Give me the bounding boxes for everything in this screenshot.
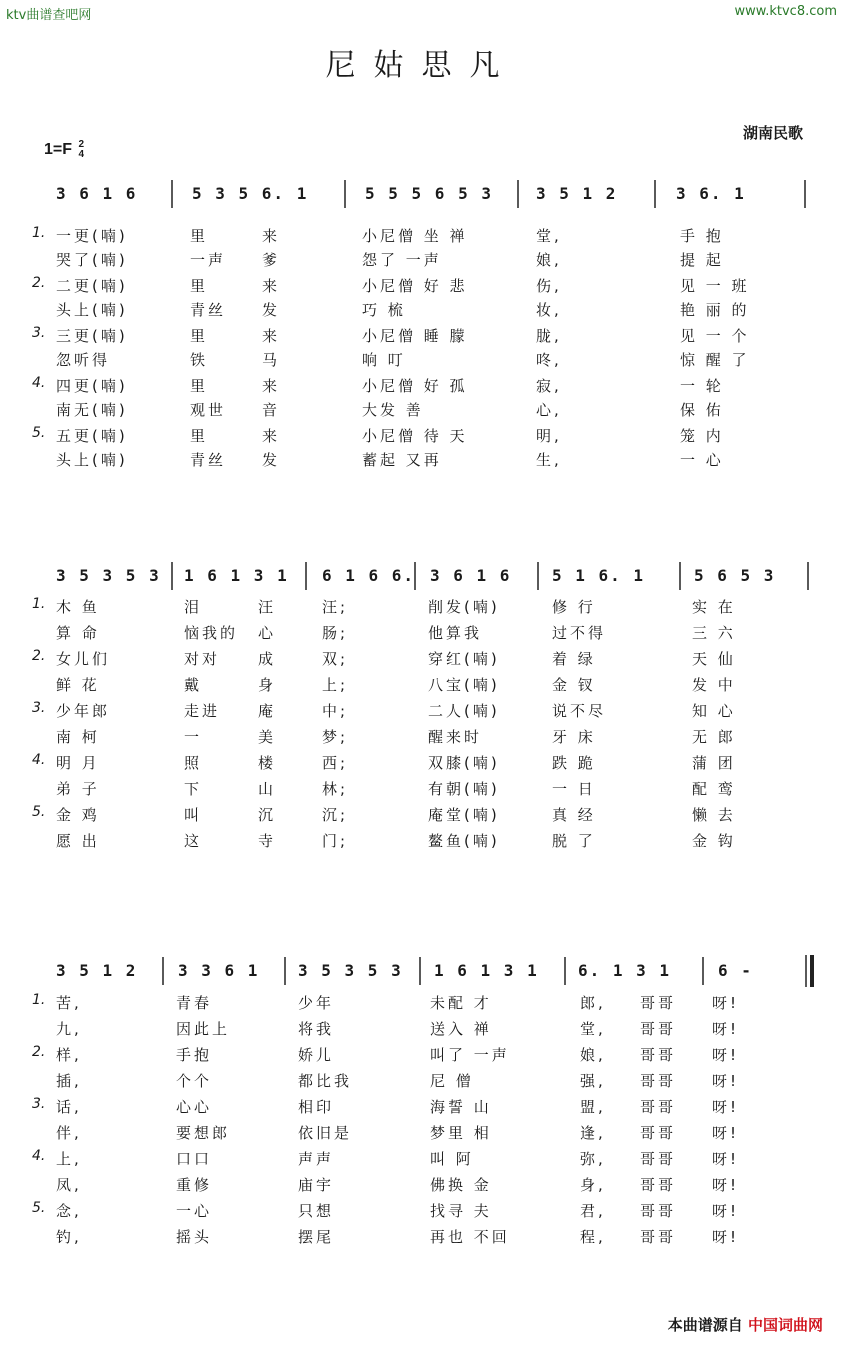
lyric-cell: 发 中 [692,676,736,694]
lyric-cell: 都比我 [298,1072,353,1090]
lyric-row [0,700,843,726]
lyric-cell: 一 [184,728,203,746]
lyric-cell: 头上(喃) [56,451,128,469]
lyric-row [0,449,843,475]
lyric-cell: 肠; [322,624,349,642]
measure-3-6: 6 - [718,961,753,980]
lyric-cell: 五更(喃) [56,427,128,445]
lyric-cell: 呀! [712,1150,740,1168]
key-label: 1=F [44,141,73,159]
lyric-row [0,1200,843,1226]
lyric-row [0,1096,843,1122]
measure-2-6: 5 6 5 3 [694,566,776,585]
measure-2-4: 3 6 1 6 [430,566,512,585]
lyric-cell: 三更(喃) [56,327,128,345]
lyric-cell: 过不得 [552,624,607,642]
lyric-cell: 铁 [190,351,209,369]
lyric-cell: 九, [56,1020,82,1038]
lyric-cell: 强, [580,1072,606,1090]
lyric-cell: 笼 内 [680,427,724,445]
lyric-row [0,225,843,251]
lyric-cell: 呀! [712,1020,740,1038]
lyric-cell: 金 钗 [552,676,596,694]
verse-number: 5. [32,425,46,441]
lyric-cell: 来 [262,227,281,245]
lyric-cell: 心心 [176,1098,213,1116]
lyric-cell: 他算我 [428,624,483,642]
lyric-cell: 泪 [184,598,203,616]
lyric-row [0,1044,843,1070]
lyric-cell: 见 一 班 [680,277,750,295]
verse-number: 5. [32,1200,46,1216]
lyric-cell: 里 [190,277,209,295]
verse-number: 4. [32,1148,46,1164]
lyric-cell: 佛换 金 [430,1176,492,1194]
lyric-cell: 对对 [184,650,221,668]
lyric-cell: 来 [262,377,281,395]
lyric-cell: 美 [258,728,277,746]
lyric-cell: 叫 阿 [430,1150,474,1168]
lyric-cell: 鲜 花 [56,676,100,694]
lyric-cell: 海誓 山 [430,1098,492,1116]
lyric-cell: 见 一 个 [680,327,750,345]
verse-number: 1. [32,225,46,241]
lyric-row [0,1122,843,1148]
lyric-cell: 一 轮 [680,377,724,395]
lyric-row [0,349,843,375]
lyric-cell: 知 心 [692,702,736,720]
lyric-cell: 庵 [258,702,277,720]
key-signature [44,140,84,160]
lyric-cell: 女儿们 [56,650,111,668]
lyric-cell: 懒 去 [692,806,736,824]
lyric-cell: 下 [184,780,203,798]
lyric-cell: 手 抱 [680,227,724,245]
lyric-cell: 西; [322,754,349,772]
lyric-cell: 钓, [56,1228,82,1246]
lyric-cell: 叫了 一声 [430,1046,510,1064]
lyric-cell: 发 [262,451,281,469]
lyric-row [0,375,843,401]
staff-system-1 [0,168,843,228]
lyric-cell: 南无(喃) [56,401,128,419]
verse-number: 3. [32,1096,46,1112]
lyric-cell: 穿红(喃) [428,650,500,668]
verse-number: 3. [32,325,46,341]
lyric-cell: 相印 [298,1098,335,1116]
lyric-cell: 三 六 [692,624,736,642]
lyric-cell: 真 经 [552,806,596,824]
lyric-cell: 话, [56,1098,82,1116]
measure-3-3: 3 5 3 5 3 [298,961,403,980]
lyric-cell: 君, [580,1202,606,1220]
lyric-row [0,622,843,648]
lyric-cell: 声声 [298,1150,335,1168]
lyric-cell: 头上(喃) [56,301,128,319]
lyric-cell: 找寻 夫 [430,1202,492,1220]
lyric-cell: 逢, [580,1124,606,1142]
lyric-row [0,648,843,674]
measure-3-5: 6. 1 3 1 [578,961,672,980]
lyric-cell: 戴 [184,676,203,694]
lyric-cell: 配 鸾 [692,780,736,798]
lyric-cell: 送入 禅 [430,1020,492,1038]
lyric-cell: 只想 [298,1202,335,1220]
lyric-cell: 八宝(喃) [428,676,500,694]
lyric-cell: 小尼僧 待 天 [362,427,468,445]
lyric-cell: 庵堂(喃) [428,806,500,824]
footer-site-link[interactable]: 中国词曲网 [747,1316,823,1334]
lyric-cell: 走进 [184,702,221,720]
lyric-cell: 未配 才 [430,994,492,1012]
lyric-cell: 青春 [176,994,213,1012]
lyric-cell: 妆, [536,301,562,319]
lyric-cell: 呀! [712,1124,740,1142]
lyric-cell: 楼 [258,754,277,772]
lyric-cell: 成 [258,650,277,668]
lyric-cell: 心, [536,401,562,419]
lyric-cell: 摇头 [176,1228,213,1246]
lyric-cell: 上, [56,1150,82,1168]
measure-1-2: 5 3 5 6. 1 [192,184,309,203]
lyric-row [0,674,843,700]
lyric-cell: 牙 床 [552,728,596,746]
lyric-row [0,1018,843,1044]
lyric-cell: 盟, [580,1098,606,1116]
lyric-cell: 弥, [580,1150,606,1168]
lyric-cell: 来 [262,277,281,295]
lyric-cell: 双; [322,650,349,668]
song-origin: 湖南民歌 [742,124,803,142]
lyric-row [0,1174,843,1200]
lyric-cell: 呀! [712,1046,740,1064]
verse-number: 1. [32,596,46,612]
lyric-cell: 里 [190,377,209,395]
measure-3-1: 3 5 1 2 [56,961,138,980]
lyric-cell: 一心 [176,1202,213,1220]
lyric-cell: 金 钩 [692,832,736,850]
lyric-cell: 来 [262,427,281,445]
measure-2-1: 3 5 3 5 3 [56,566,161,585]
lyric-cell: 汪 [258,598,277,616]
lyric-cell: 南 柯 [56,728,100,746]
verse-number: 3. [32,700,46,716]
lyric-cell: 忽听得 [56,351,111,369]
lyric-cell: 山 [258,780,277,798]
lyric-cell: 艳 丽 的 [680,301,750,319]
lyric-cell: 胧, [536,327,562,345]
lyric-cell: 哭了(喃) [56,251,128,269]
lyric-cell: 蓄起 又再 [362,451,442,469]
lyric-cell: 上; [322,676,349,694]
lyric-cell: 蒲 团 [692,754,736,772]
lyric-cell: 哥哥 [640,1098,677,1116]
lyric-cell: 有朝(喃) [428,780,500,798]
lyric-cell: 呀! [712,1072,740,1090]
lyric-cell: 哥哥 [640,1124,677,1142]
lyric-cell: 口口 [176,1150,213,1168]
lyric-cell: 一声 [190,251,227,269]
time-top: 2 [78,139,85,150]
lyric-cell: 生, [536,451,562,469]
lyric-cell: 寂, [536,377,562,395]
watermark-left: ktv曲谱查吧网 [6,8,92,23]
song-title: 尼姑思凡 [325,48,518,83]
measure-1-5: 3 6. 1 [676,184,746,203]
lyric-cell: 明, [536,427,562,445]
lyric-row [0,1148,843,1174]
lyric-cell: 呀! [712,1098,740,1116]
lyric-row [0,1226,843,1252]
lyric-cell: 依旧是 [298,1124,353,1142]
lyric-cell: 修 行 [552,598,596,616]
lyric-cell: 林; [322,780,349,798]
lyric-cell: 无 郎 [692,728,736,746]
lyric-cell: 少年 [298,994,335,1012]
lyric-cell: 青丝 [190,301,227,319]
verse-number: 2. [32,648,46,664]
lyric-cell: 个个 [176,1072,213,1090]
lyric-cell: 青丝 [190,451,227,469]
lyric-cell: 庙宇 [298,1176,335,1194]
lyric-cell: 一更(喃) [56,227,128,245]
lyric-cell: 小尼僧 好 孤 [362,377,468,395]
lyric-cell: 一 心 [680,451,724,469]
lyric-cell: 木 鱼 [56,598,100,616]
measure-3-2: 3 3 6 1 [178,961,260,980]
lyric-row [0,1070,843,1096]
measure-2-3: 6 1 6 6. [322,566,416,585]
measure-1-4: 3 5 1 2 [536,184,618,203]
lyric-cell: 堂, [580,1020,606,1038]
lyric-cell: 提 起 [680,251,724,269]
measure-1-3: 5 5 5 6 5 3 [365,184,493,203]
measure-3-4: 1 6 1 3 1 [434,961,539,980]
lyric-cell: 伤, [536,277,562,295]
lyric-cell: 惊 醒 了 [680,351,750,369]
lyric-row [0,399,843,425]
lyric-cell: 摆尾 [298,1228,335,1246]
lyric-cell: 堂, [536,227,562,245]
lyric-cell: 里 [190,327,209,345]
lyric-cell: 里 [190,227,209,245]
lyric-cell: 呀! [712,1176,740,1194]
source-footer [668,1314,823,1335]
lyric-cell: 心 [258,624,277,642]
lyric-cell: 叫 [184,806,203,824]
lyric-cell: 脱 了 [552,832,596,850]
lyric-cell: 哥哥 [640,1046,677,1064]
lyric-cell: 重修 [176,1176,213,1194]
verse-number: 4. [32,375,46,391]
lyric-cell: 插, [56,1072,82,1090]
lyric-cell: 念, [56,1202,82,1220]
lyric-cell: 咚, [536,351,562,369]
verse-number: 4. [32,752,46,768]
lyric-cell: 实 在 [692,598,736,616]
lyric-cell: 明 月 [56,754,100,772]
lyric-cell: 愿 出 [56,832,100,850]
lyric-cell: 梦里 相 [430,1124,492,1142]
verse-number: 2. [32,1044,46,1060]
lyric-cell: 大发 善 [362,401,424,419]
lyric-cell: 二人(喃) [428,702,500,720]
lyric-cell: 小尼僧 睡 朦 [362,327,468,345]
lyric-cell: 哥哥 [640,994,677,1012]
lyric-cell: 双膝(喃) [428,754,500,772]
lyric-cell: 算 命 [56,624,100,642]
lyric-cell: 手抱 [176,1046,213,1064]
measure-2-2: 1 6 1 3 1 [184,566,289,585]
lyric-cell: 四更(喃) [56,377,128,395]
lyric-cell: 削发(喃) [428,598,500,616]
lyric-cell: 汪; [322,598,349,616]
lyric-cell: 来 [262,327,281,345]
lyric-cell: 郎, [580,994,606,1012]
lyric-cell: 梦; [322,728,349,746]
lyric-cell: 说不尽 [552,702,607,720]
lyric-cell: 少年郎 [56,702,111,720]
lyric-cell: 醒来时 [428,728,483,746]
lyric-cell: 这 [184,832,203,850]
lyric-cell: 鳌鱼(喃) [428,832,500,850]
lyric-cell: 保 佑 [680,401,724,419]
lyric-cell: 二更(喃) [56,277,128,295]
lyric-cell: 娇儿 [298,1046,335,1064]
time-signature [78,140,84,160]
lyric-cell: 中; [322,702,349,720]
watermark-right: www.ktvc8.com [734,4,837,19]
lyric-row [0,275,843,301]
lyric-cell: 凤, [56,1176,82,1194]
lyric-cell: 呀! [712,1228,740,1246]
lyric-row [0,804,843,830]
lyric-cell: 因此上 [176,1020,231,1038]
lyric-cell: 沉; [322,806,349,824]
lyric-cell: 跌 跪 [552,754,596,772]
lyric-cell: 音 [262,401,281,419]
lyric-cell: 娘, [580,1046,606,1064]
lyric-cell: 哥哥 [640,1020,677,1038]
lyric-cell: 马 [262,351,281,369]
lyric-cell: 要想郎 [176,1124,231,1142]
lyric-cell: 将我 [298,1020,335,1038]
lyric-row [0,325,843,351]
lyric-cell: 发 [262,301,281,319]
lyric-cell: 门; [322,832,349,850]
lyric-row [0,992,843,1018]
lyric-cell: 天 仙 [692,650,736,668]
lyric-cell: 沉 [258,806,277,824]
lyric-cell: 里 [190,427,209,445]
lyric-row [0,830,843,856]
lyric-cell: 哥哥 [640,1072,677,1090]
lyric-cell: 寺 [258,832,277,850]
verse-number: 2. [32,275,46,291]
lyric-cell: 哥哥 [640,1150,677,1168]
lyric-cell: 响 叮 [362,351,406,369]
lyric-cell: 弟 子 [56,780,100,798]
lyric-cell: 怨了 一声 [362,251,442,269]
lyric-cell: 再也 不回 [430,1228,510,1246]
lyric-cell: 巧 梳 [362,301,406,319]
lyric-cell: 哥哥 [640,1202,677,1220]
lyric-cell: 伴, [56,1124,82,1142]
measure-2-5: 5 1 6. 1 [552,566,646,585]
lyric-cell: 尼 僧 [430,1072,474,1090]
lyric-cell: 一 日 [552,780,596,798]
lyric-cell: 身, [580,1176,606,1194]
lyric-row [0,778,843,804]
time-bottom: 4 [78,149,85,160]
lyric-cell: 呀! [712,1202,740,1220]
lyric-cell: 样, [56,1046,82,1064]
lyric-row [0,726,843,752]
lyric-cell: 照 [184,754,203,772]
lyric-cell: 恼我的 [184,624,239,642]
footer-prefix: 本曲谱源自 [667,1316,743,1334]
lyric-cell: 着 绿 [552,650,596,668]
measure-1-1: 3 6 1 6 [56,184,138,203]
lyric-cell: 身 [258,676,277,694]
verse-number: 5. [32,804,46,820]
lyric-cell: 呀! [712,994,740,1012]
lyric-row [0,752,843,778]
lyric-cell: 爹 [262,251,281,269]
lyric-cell: 程, [580,1228,606,1246]
lyric-cell: 哥哥 [640,1228,677,1246]
lyric-row [0,299,843,325]
lyric-cell: 金 鸡 [56,806,100,824]
lyric-cell: 哥哥 [640,1176,677,1194]
lyric-row [0,596,843,622]
lyric-cell: 观世 [190,401,227,419]
lyric-row [0,425,843,451]
lyric-cell: 小尼僧 好 悲 [362,277,468,295]
lyric-cell: 娘, [536,251,562,269]
lyric-cell: 苦, [56,994,82,1012]
verse-number: 1. [32,992,46,1008]
lyric-row [0,249,843,275]
lyric-cell: 小尼僧 坐 禅 [362,227,468,245]
